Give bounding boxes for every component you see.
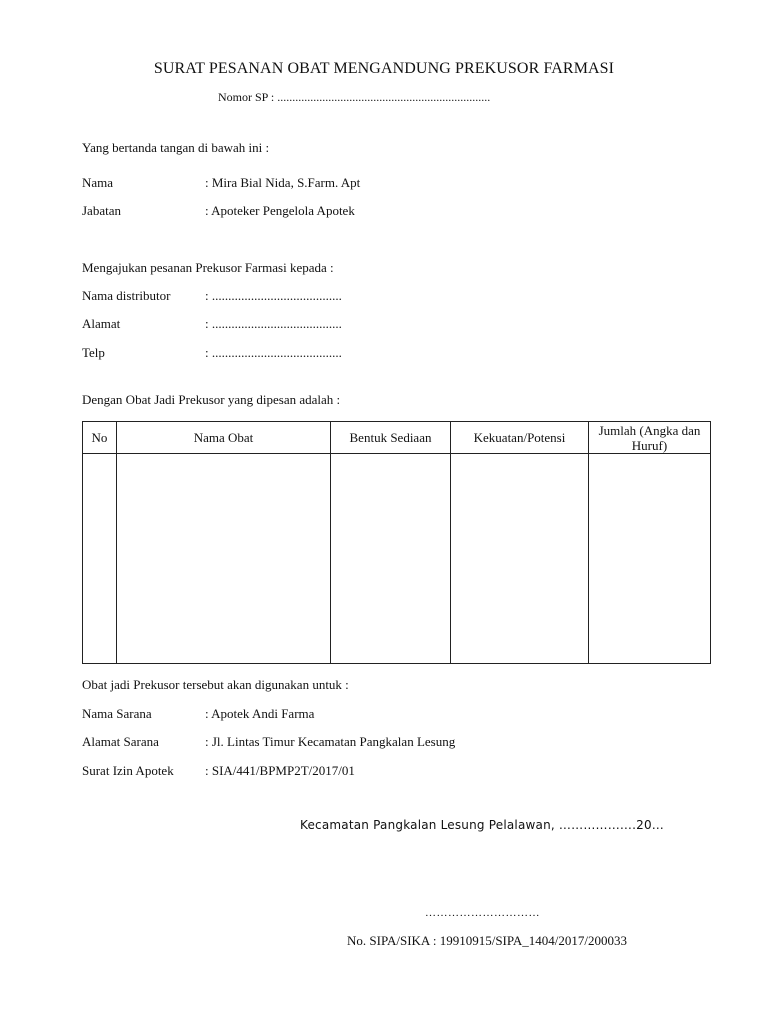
- pharmacy-license-value: : SIA/441/BPMP2T/2017/01: [205, 763, 355, 778]
- distributor-name-label: Nama distributor: [82, 288, 171, 303]
- cell-no[interactable]: [83, 454, 117, 664]
- signer-name-label: Nama: [82, 175, 114, 190]
- place-date: Kecamatan Pangkalan Lesung Pelalawan, ……………….20…: [300, 818, 665, 832]
- col-header-drug-name: Nama Obat: [117, 422, 331, 454]
- distributor-phone-label: Telp: [82, 345, 105, 360]
- cell-quantity[interactable]: [589, 454, 711, 664]
- col-header-dosage-form: Bentuk Sediaan: [331, 422, 451, 454]
- page-title: SURAT PESANAN OBAT MENGANDUNG PREKUSOR FARMASI: [153, 60, 615, 77]
- facility-address-label: Alamat Sarana: [82, 734, 159, 749]
- cell-strength[interactable]: [451, 454, 589, 664]
- cell-dosage-form[interactable]: [331, 454, 451, 664]
- order-intro-text: Mengajukan pesanan Prekusor Farmasi kepada :: [82, 260, 334, 275]
- col-header-quantity: Jumlah (Angka dan Huruf): [589, 422, 711, 454]
- col-header-no: No: [83, 422, 117, 454]
- facility-name-label: Nama Sarana: [82, 706, 152, 721]
- table-row: [83, 454, 711, 664]
- sipa-number: No. SIPA/SIKA : 19910915/SIPA_1404/2017/200033: [347, 933, 628, 948]
- distributor-phone-value: : ........................................: [205, 345, 342, 360]
- cell-drug-name[interactable]: [117, 454, 331, 664]
- signature-line: …………………………: [425, 907, 540, 919]
- pharmacy-license-label: Surat Izin Apotek: [82, 763, 174, 778]
- intro-text: Yang bertanda tangan di bawah ini :: [82, 140, 270, 155]
- facility-address-value: : Jl. Lintas Timur Kecamatan Pangkalan Lesung: [205, 734, 456, 749]
- distributor-name-value: : ........................................: [205, 288, 342, 303]
- table-header-row: [83, 422, 711, 454]
- usage-intro-text: Obat jadi Prekusor tersebut akan digunakan untuk :: [82, 677, 349, 692]
- distributor-address-value: : ........................................: [205, 316, 342, 331]
- facility-name-value: : Apotek Andi Farma: [205, 706, 315, 721]
- signer-position-label: Jabatan: [82, 203, 121, 218]
- col-header-strength: Kekuatan/Potensi: [451, 422, 589, 454]
- nomor-sp: Nomor SP : .......................................................................: [218, 90, 491, 104]
- table-intro-text: Dengan Obat Jadi Prekusor yang dipesan adalah :: [82, 392, 341, 407]
- signer-name-value: : Mira Bial Nida, S.Farm. Apt: [205, 175, 361, 190]
- order-table: [82, 421, 711, 664]
- signer-position-value: : Apoteker Pengelola Apotek: [205, 203, 355, 218]
- distributor-address-label: Alamat: [82, 316, 121, 331]
